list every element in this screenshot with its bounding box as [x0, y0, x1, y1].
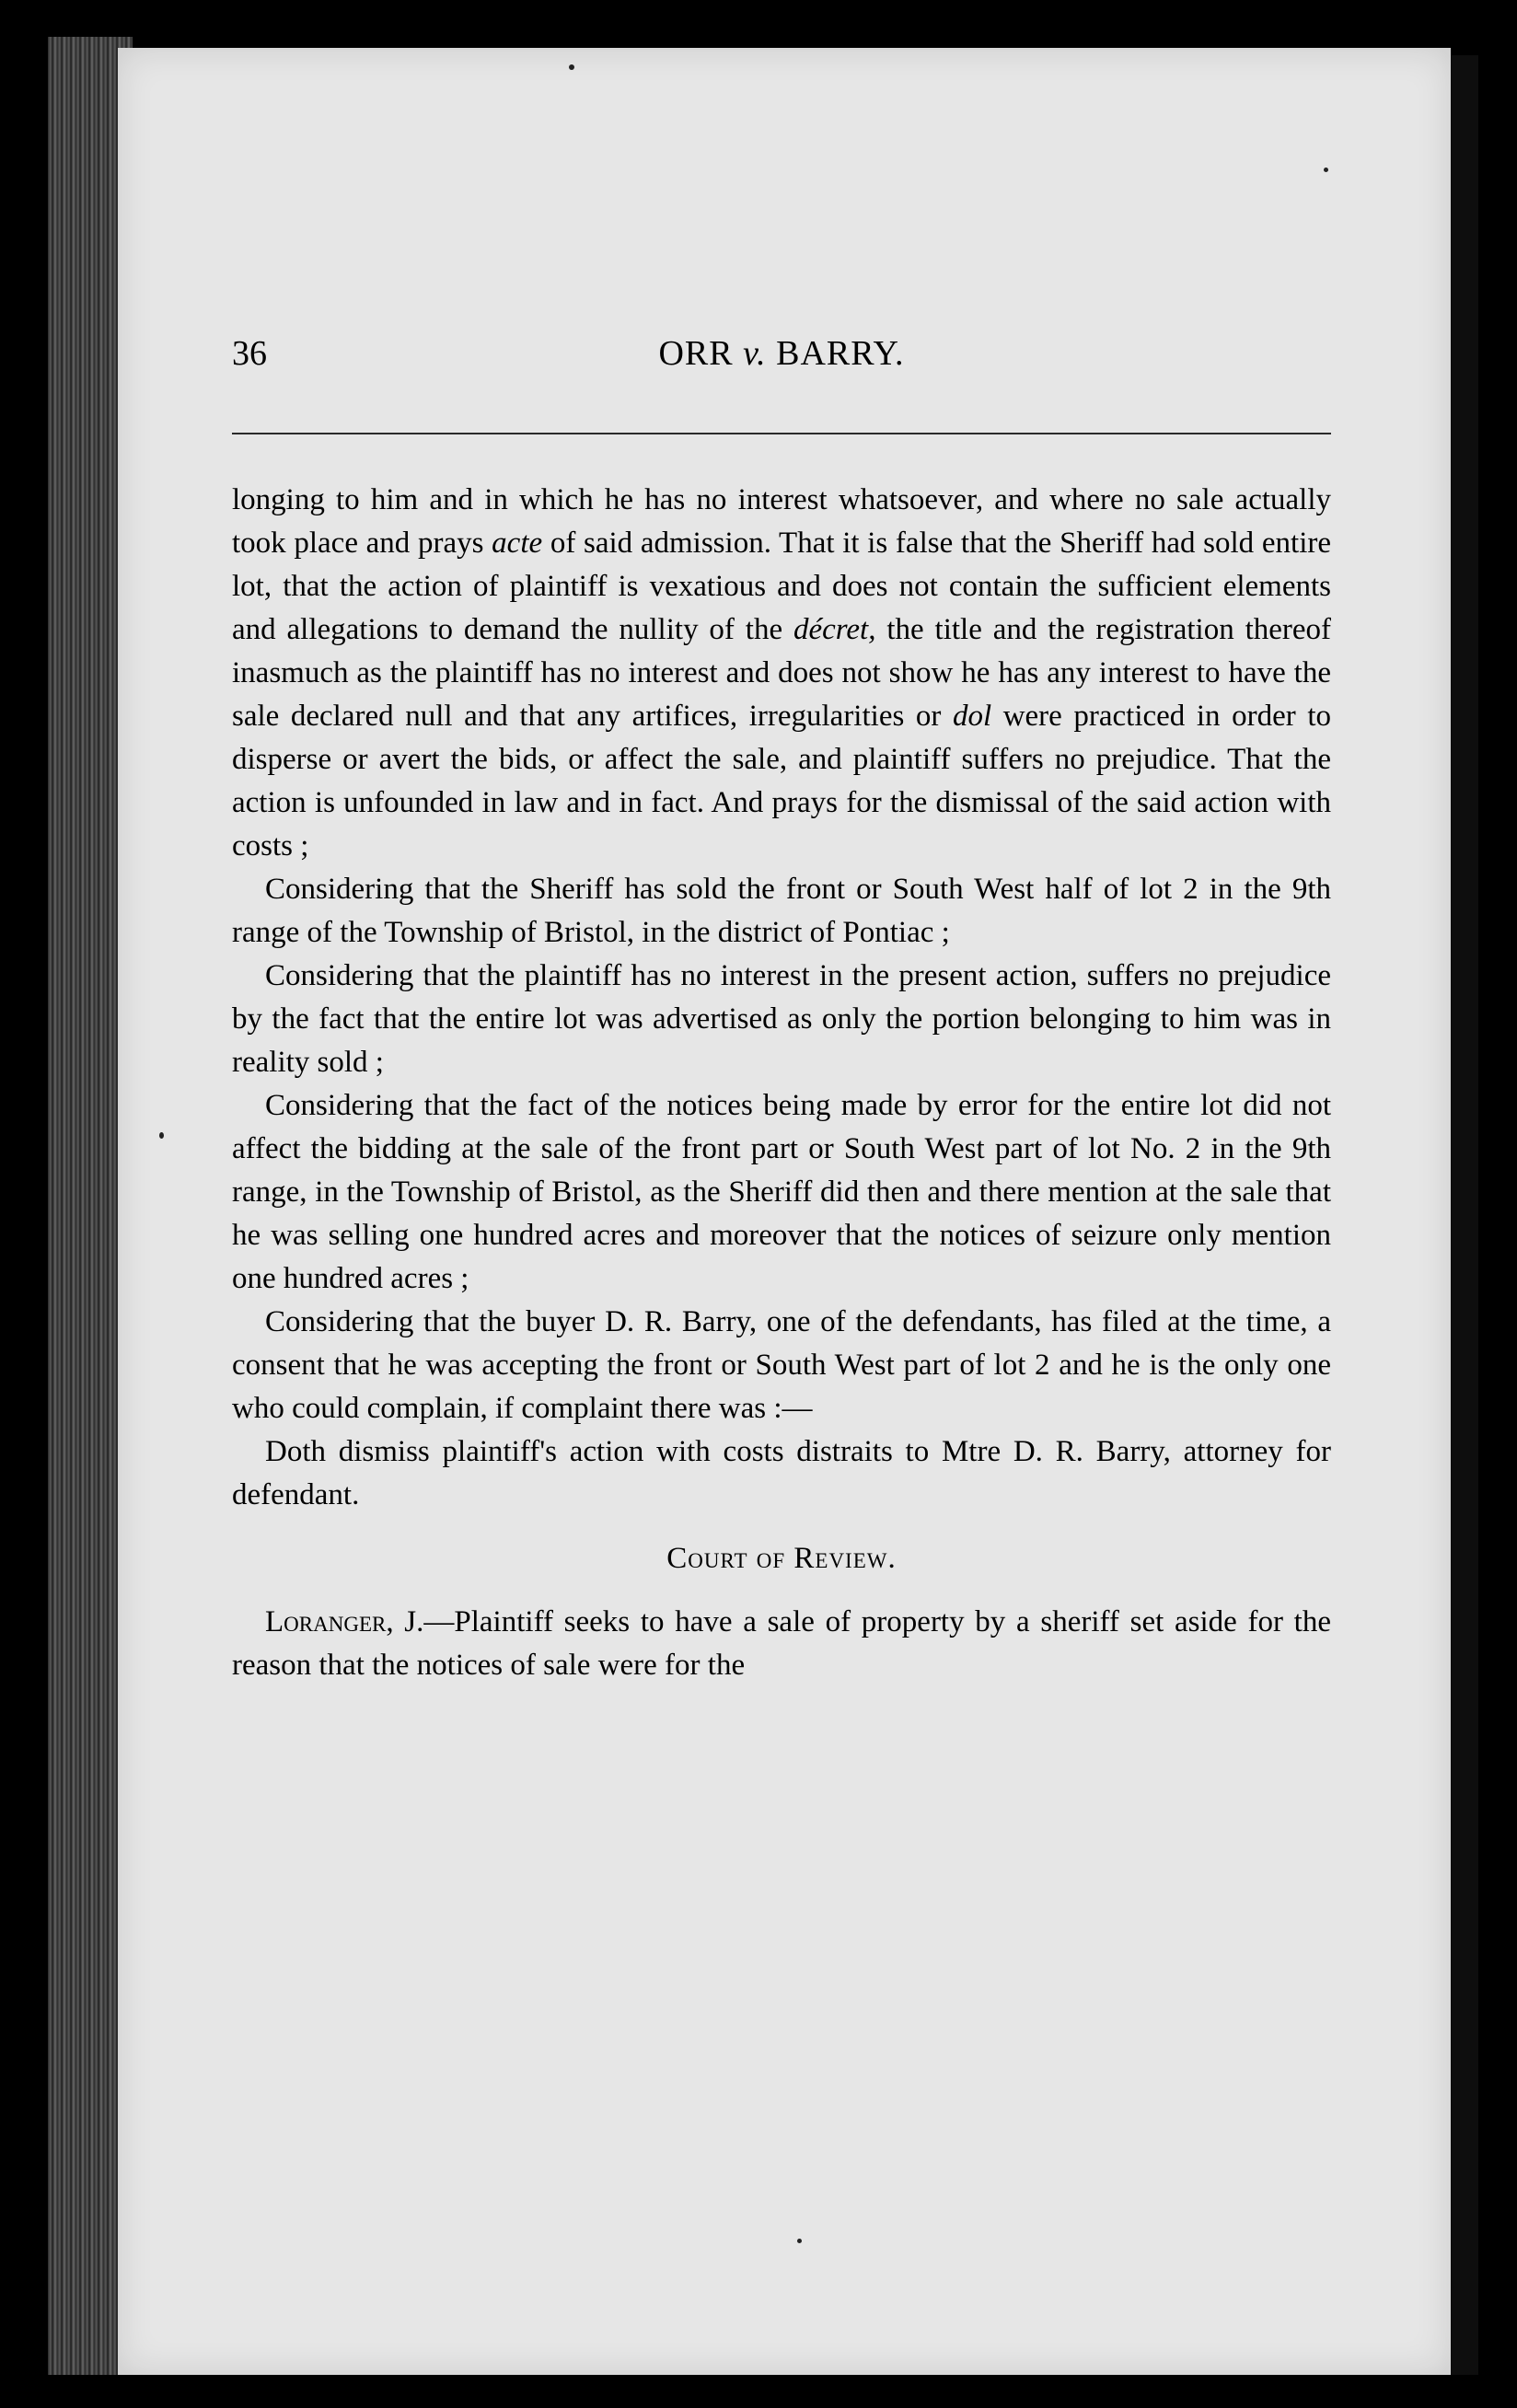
- paragraph: Considering that the fact of the notices being made by error for the entire lot did not affect the bidding at the sale of the front part or South West part of lot No. 2 in the 9th range, in the Township of Bristol, as the Sheriff did then and there mention at the sale that he was selling one hundred acres and moreover that the notices of seizure only mention one hundred acres ;: [232, 1089, 1331, 1295]
- page-number: 36: [232, 334, 267, 373]
- running-head-part: BARRY.: [766, 334, 905, 373]
- text-run: were practiced in order to disperse or avert the bids, or affect the sale, and plaintiff suffers no prejudice. That the action is unfounded in law and in fact. And prays for the dismissal of the said action with costs ;: [232, 700, 1331, 862]
- paragraph: [232, 479, 1331, 868]
- paper-speck: [797, 2239, 802, 2243]
- paragraph: Doth dismiss plaintiff's action with costs distraits to Mtre D. R. Barry, attorney for defendant.: [232, 1435, 1331, 1511]
- italic-term: acte: [492, 527, 543, 560]
- page-shadow-strip: [1451, 55, 1478, 2375]
- section-heading: Court of Review.: [666, 1542, 897, 1575]
- paper-speck: [1324, 168, 1328, 172]
- text-run: of said admission. That it is false that the Sheriff had sold entire lot, that the action of plaintiff is vexatious and does not contain the sufficient elements and allegations to demand the nullity of the: [232, 527, 1331, 646]
- header-rule: [232, 433, 1331, 434]
- text-run: longing to him and in which he has no interest whatsoever, and where no sale actually took place and prays: [232, 483, 1331, 560]
- italic-term: décret,: [793, 613, 876, 646]
- paper-speck: [159, 1132, 164, 1139]
- paper-speck: [569, 64, 574, 70]
- running-head-part: ORR: [658, 334, 744, 373]
- paragraph: [232, 1601, 1331, 1687]
- body-text: [232, 479, 1331, 1687]
- paragraph: Considering that the plaintiff has no interest in the present action, suffers no prejudice by the fact that the entire lot was advertised as only the portion belonging to him was in reality sold ;: [232, 959, 1331, 1079]
- paragraph: Considering that the buyer D. R. Barry, one of the defendants, has filed at the time, a consent that he was accepting the front or South West part of lot 2 and he is the only one who could complain, if complaint there was :—: [232, 1305, 1331, 1425]
- running-head-part: v.: [743, 334, 767, 373]
- running-head: [232, 333, 1331, 374]
- page-header: [232, 296, 1331, 373]
- text-run: the title and the registration thereof inasmuch as the plaintiff has no interest and does not show he has any interest to have the sale declared null and that any artifices, irregularities or: [232, 613, 1332, 733]
- text-run: —Plaintiff seeks to have a sale of property by a sheriff set aside for the reason that the notices of sale were for the: [232, 1605, 1332, 1682]
- judge-name: Loranger, J.: [265, 1605, 424, 1638]
- paragraph: Considering that the Sheriff has sold the front or South West half of lot 2 in the 9th range of the Township of Bristol, in the district of Pontiac ;: [232, 873, 1331, 949]
- italic-term: dol: [952, 700, 992, 733]
